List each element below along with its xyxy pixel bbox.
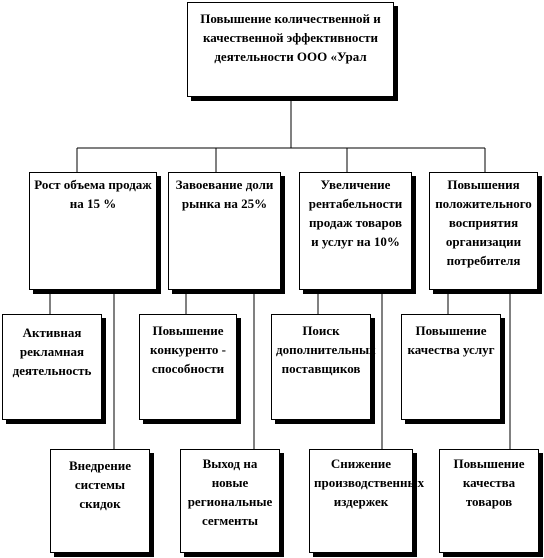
measure-product-quality-label: Повышение качества товаров [453, 456, 525, 509]
goal-sales-growth-box [29, 172, 157, 290]
measure-discounts-box [50, 449, 150, 553]
measure-cost-reduction-label: Снижение производственных издержек [314, 456, 425, 509]
goal-profitability-label: Увеличение рентабельности продаж товаров и услуг на 10% [308, 177, 403, 249]
goal-perception-box [429, 172, 538, 290]
goal-perception-label: Повышения положительного восприятия организации потребителя [435, 177, 532, 268]
measure-advertising-label: Активная рекламная деятельность [12, 325, 92, 378]
measure-regional-segments-box [180, 449, 280, 553]
goal-profitability-box [299, 172, 412, 290]
measure-suppliers-box [271, 314, 376, 420]
goal-sales-growth-label: Рост объема продаж на 15 % [34, 177, 152, 211]
measure-service-quality-label: Повышение качества услуг [407, 323, 495, 357]
measure-cost-reduction-box [309, 449, 425, 553]
measure-discounts-label: Внедрение системы скидок [68, 458, 132, 511]
measure-competitiveness-label: Повышение конкуренто - способности [150, 323, 226, 376]
measure-product-quality-box [439, 449, 539, 553]
goal-market-share-label: Завоевание доли рынка на 25% [175, 177, 274, 211]
measure-suppliers-label: Поиск дополнительных поставщиков [276, 323, 376, 376]
measure-advertising-box [2, 314, 102, 420]
measure-regional-segments-label: Выход на новые региональные сегменты [187, 456, 273, 528]
goal-root-label: Повышение количественной и качественной эффективности деятельности ООО «Урал [200, 11, 381, 64]
measure-competitiveness-box [139, 314, 237, 420]
measure-service-quality-box [401, 314, 501, 420]
goal-market-share-box [168, 172, 281, 290]
goal-root-box [187, 2, 394, 97]
